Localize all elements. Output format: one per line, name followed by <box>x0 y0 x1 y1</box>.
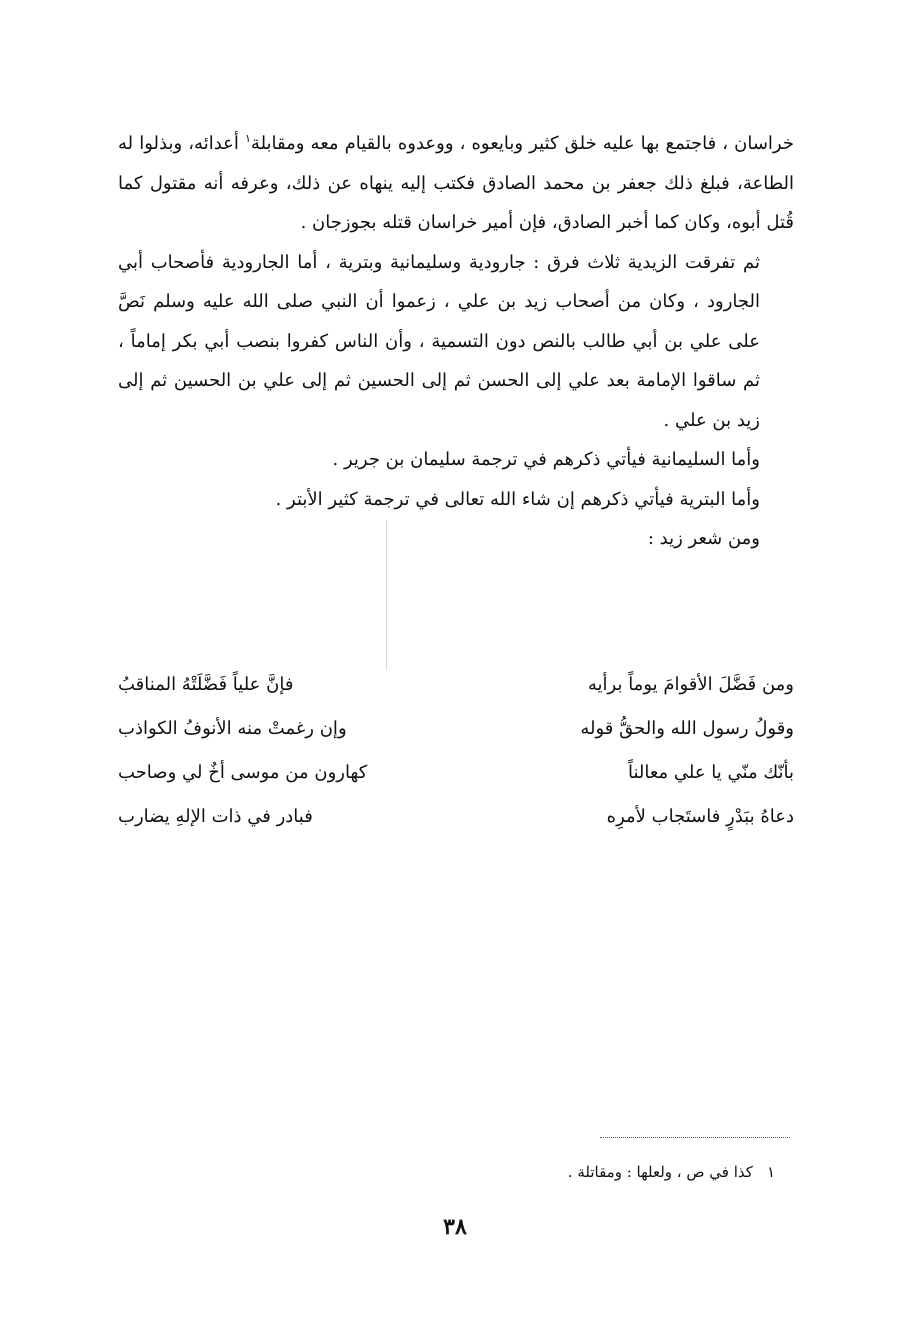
verse-second-hemistich: كهارون من موسى أخٌ لي وصاحب <box>118 762 368 783</box>
verse-second-hemistich: وإن رغمتْ منه الأنوفُ الكواذب <box>118 718 347 739</box>
footnote-separator <box>600 1137 790 1138</box>
footnote-number: ١ <box>766 1163 775 1181</box>
poem-verse <box>118 663 794 707</box>
scan-gutter-line <box>386 520 387 670</box>
verse-first-hemistich: ومن فَضَّلَ الأقوامَ يوماً برأيه <box>587 674 794 695</box>
poem <box>118 663 794 839</box>
paragraph-4: وأما البترية فيأتي ذكرهم إن شاء الله تعالى في ترجمة كثير الأبتر . <box>275 488 760 510</box>
verse-second-hemistich: فبادر في ذات الإلهِ يضارب <box>118 806 313 827</box>
paragraph-1-part-2: أعدائه، وبذلوا له الطاعة، فبلغ ذلك جعفر بن محمد الصادق فكتب إليه ينهاه عن ذلك، وعرفه أنه مقتول كما قُتل أبوه، وكان كما أخبر الصادق، فإن أمير خراسان قتله بجوزجان . <box>118 133 794 233</box>
paragraph-1 <box>118 124 794 243</box>
paragraph-5: ومن شعر زيد : <box>647 528 760 549</box>
poem-verse <box>118 751 794 795</box>
page-number: ٣٨ <box>443 1214 467 1240</box>
main-text <box>118 124 794 559</box>
footnote-reference[interactable]: ١ <box>245 132 251 145</box>
verse-first-hemistich: دعاهُ ببَدْرٍ فاستَجاب لأمرِه <box>606 806 794 827</box>
poem-verse <box>118 795 794 839</box>
paragraph-3: وأما السليمانية فيأتي ذكرهم في ترجمة سليمان بن جرير . <box>332 449 760 470</box>
poem-verse <box>118 707 794 751</box>
verse-first-hemistich: وقولُ رسول الله والحقُّ قوله <box>580 718 794 739</box>
paragraph-2: ثم تفرقت الزيدية ثلاث فرق : جارودية وسليمانية وبترية ، أما الجارودية فأصحاب أبي الجارود ، وكان من أصحاب زيد بن علي ، زعموا أن النبي صلى الله عليه وسلم نَصَّ على علي بن أبي طالب بالنص دون التسمية ، وأن الناس كفروا بنصب أبي بكر إماماً ، ثم ساقوا الإمامة بعد علي إلى الحسن ثم إلى الحسين ثم إلى علي بن الحسين ثم إلى زيد بن علي . <box>118 251 760 431</box>
footnote-text: كذا في ص ، ولعلها : ومقاتلة . <box>567 1163 753 1181</box>
verse-second-hemistich: فإنَّ علياً فَضَّلَتْهُ المناقبُ <box>118 674 294 695</box>
paragraph-1-part-1: خراسان ، فاجتمع بها عليه خلق كثير وبايعوه ، ووعدوه بالقيام معه ومقابلة <box>250 133 794 154</box>
verse-first-hemistich: بأنّك منّي يا علي معالناً <box>627 762 794 783</box>
footnote <box>568 1160 775 1184</box>
